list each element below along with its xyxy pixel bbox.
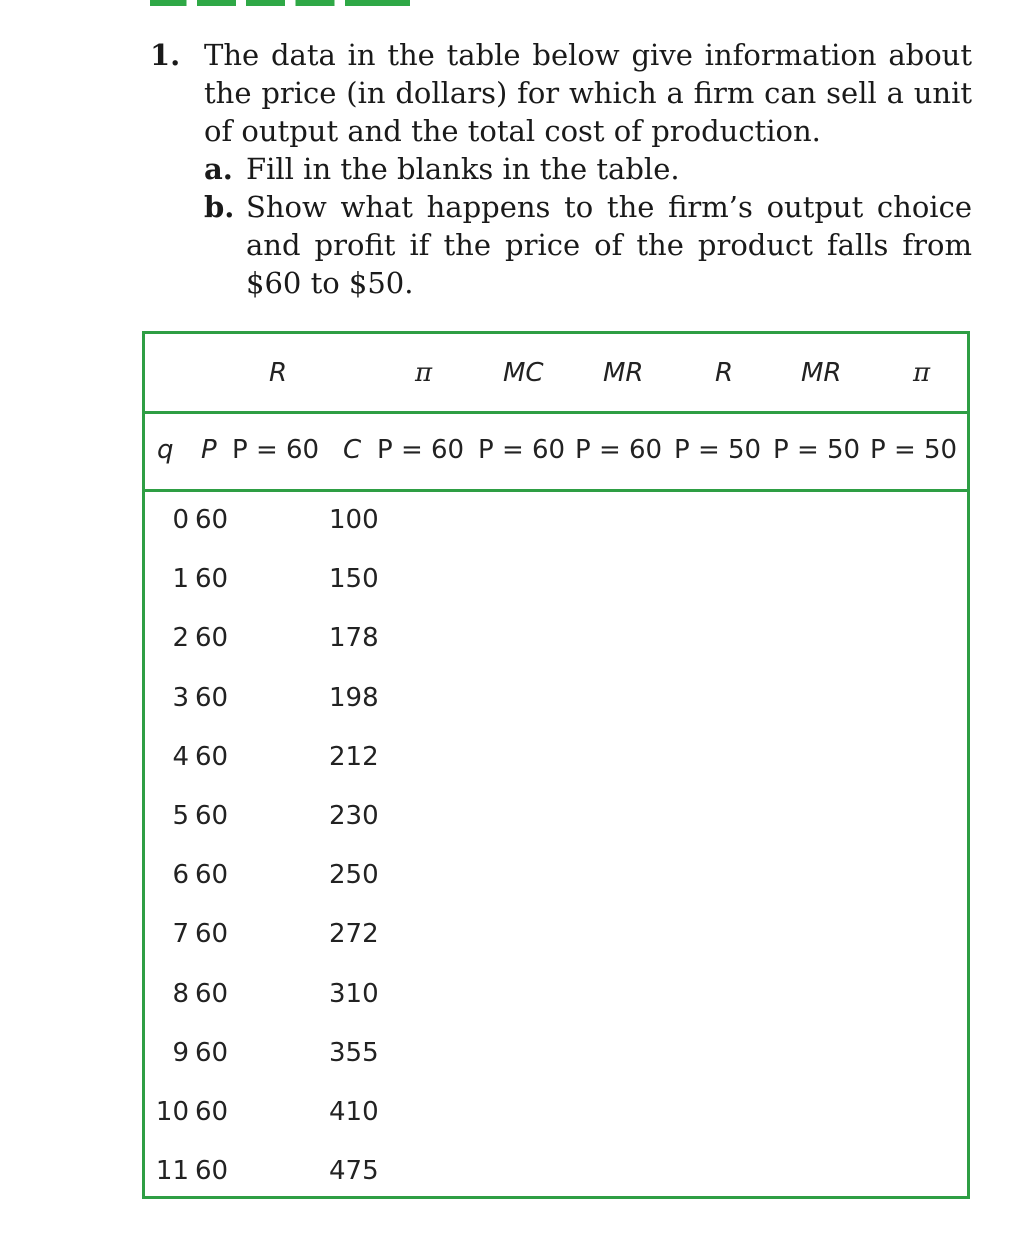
table-row bbox=[145, 1140, 967, 1199]
cell-total-cost: 272 bbox=[329, 919, 379, 950]
cost-revenue-table bbox=[142, 331, 970, 1199]
header-price-60-revenue: P = 60 bbox=[232, 435, 320, 465]
cell-quantity: 1 bbox=[172, 564, 189, 595]
cell-price: 60 bbox=[195, 1156, 229, 1187]
header-revenue-60: R bbox=[269, 358, 288, 388]
header-price-50-revenue: P = 50 bbox=[674, 435, 762, 465]
table-row bbox=[145, 548, 967, 607]
cell-quantity: 2 bbox=[172, 623, 189, 654]
table-row bbox=[145, 489, 967, 548]
cell-total-cost: 250 bbox=[329, 860, 379, 891]
cell-quantity: 9 bbox=[172, 1037, 189, 1068]
exercise-part-b bbox=[204, 188, 972, 302]
cell-quantity: 4 bbox=[172, 741, 189, 772]
cell-total-cost: 150 bbox=[329, 564, 379, 595]
cell-quantity: 3 bbox=[172, 682, 189, 713]
table-row bbox=[145, 1022, 967, 1081]
cell-quantity: 7 bbox=[172, 919, 189, 950]
cell-total-cost: 100 bbox=[329, 505, 379, 535]
part-label: a. bbox=[204, 152, 233, 186]
table-row bbox=[145, 785, 967, 844]
header-profit-60: π bbox=[415, 358, 433, 388]
cell-price: 60 bbox=[195, 564, 229, 595]
header-marginal-revenue-50: MR bbox=[801, 358, 842, 388]
cell-total-cost: 198 bbox=[329, 682, 379, 713]
part-text: Fill in the blanks in the table. bbox=[246, 152, 680, 186]
cell-price: 60 bbox=[195, 682, 229, 713]
header-price-60-mc: P = 60 bbox=[478, 435, 566, 465]
table-row bbox=[145, 963, 967, 1022]
cell-quantity: 0 bbox=[172, 505, 189, 535]
exercise-number: 1. bbox=[150, 38, 181, 72]
exercise-part-a bbox=[204, 150, 972, 188]
cell-price: 60 bbox=[195, 801, 229, 831]
cell-total-cost: 310 bbox=[329, 978, 379, 1009]
header-price: P bbox=[201, 435, 217, 465]
part-text: Show what happens to the firm’s output choice and profit if the price of the product falls from $60 to $50. bbox=[246, 190, 972, 300]
cell-price: 60 bbox=[195, 860, 229, 891]
cell-price: 60 bbox=[195, 919, 229, 950]
table-header-bottom bbox=[145, 411, 967, 492]
header-price-60-mr: P = 60 bbox=[575, 435, 663, 465]
table-row bbox=[145, 844, 967, 903]
cell-total-cost: 178 bbox=[329, 623, 379, 654]
header-marginal-revenue-60: MR bbox=[603, 358, 644, 388]
header-marginal-cost: MC bbox=[503, 358, 544, 388]
section-heading-fragment bbox=[150, 0, 410, 6]
cell-price: 60 bbox=[195, 741, 229, 772]
cell-quantity: 10 bbox=[155, 1097, 189, 1127]
table-row bbox=[145, 1081, 967, 1140]
header-cost: C bbox=[343, 435, 362, 465]
cell-quantity: 8 bbox=[172, 978, 189, 1009]
cell-price: 60 bbox=[195, 505, 229, 535]
exercise-intro: The data in the table below give information about the price (in dollars) for which a firm can sell a unit of output and the total cost of production. bbox=[204, 38, 972, 148]
exercise-1 bbox=[150, 36, 972, 302]
cell-total-cost: 410 bbox=[329, 1097, 379, 1127]
header-quantity: q bbox=[157, 435, 174, 465]
part-label: b. bbox=[204, 190, 235, 224]
cell-quantity: 6 bbox=[172, 860, 189, 891]
cell-price: 60 bbox=[195, 978, 229, 1009]
header-price-50-mr: P = 50 bbox=[773, 435, 861, 465]
cell-quantity: 5 bbox=[172, 801, 189, 831]
table-row bbox=[145, 903, 967, 962]
cell-total-cost: 475 bbox=[329, 1156, 379, 1187]
header-revenue-50: R bbox=[715, 358, 734, 388]
header-price-60-profit: P = 60 bbox=[377, 435, 465, 465]
table-row bbox=[145, 726, 967, 785]
table-row bbox=[145, 667, 967, 726]
cell-total-cost: 230 bbox=[329, 801, 379, 831]
header-price-50-profit: P = 50 bbox=[870, 435, 958, 465]
cell-total-cost: 355 bbox=[329, 1037, 379, 1068]
cell-price: 60 bbox=[195, 1037, 229, 1068]
header-profit-50: π bbox=[913, 358, 931, 388]
table-header-top bbox=[145, 334, 967, 414]
cell-total-cost: 212 bbox=[329, 741, 379, 772]
table-row bbox=[145, 607, 967, 666]
cell-price: 60 bbox=[195, 623, 229, 654]
cell-quantity: 11 bbox=[155, 1156, 189, 1187]
cell-price: 60 bbox=[195, 1097, 229, 1127]
